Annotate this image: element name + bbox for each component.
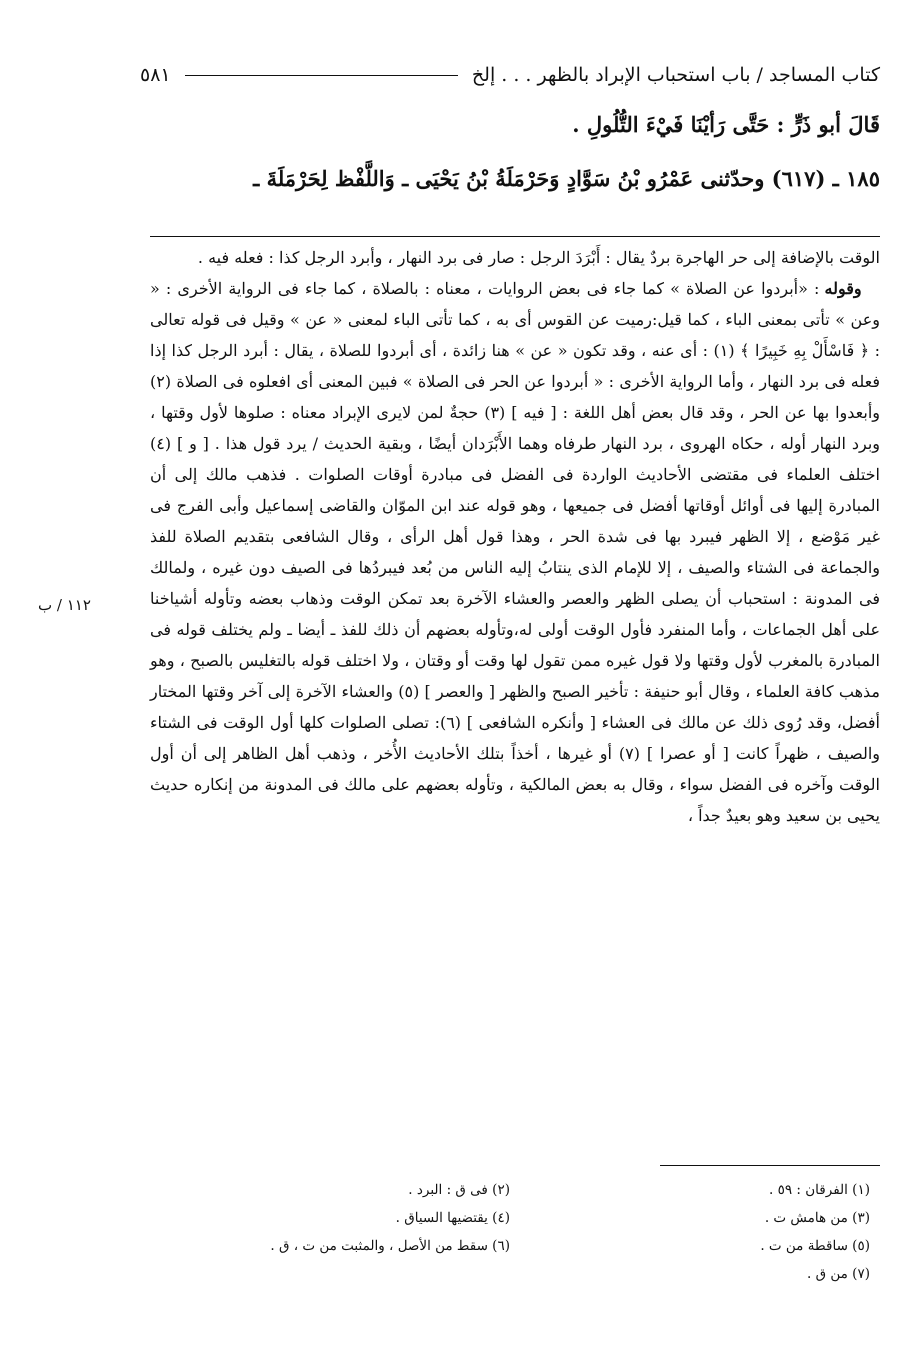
footnote: (٧) من ق . (807, 1266, 870, 1282)
text-divider (150, 236, 880, 237)
commentary-paragraph-2 (150, 273, 880, 831)
hadith-line-1: قَالَ أبو ذَرٍّ : حَتَّى رَأيْنَا فَيْءَ التُّلُولِ . (572, 112, 880, 137)
paragraph-body: : «أبردوا عن الصلاة » كما جاء فى بعض الروايات ، معناه : بالصلاة ، كما جاء فى الرواية الأخرى : « وعن » تأتى بمعنى الباء ، كما قيل:رميت عن القوس أى به ، كما تأتى الباء لمعنى « عن » وقيل فى قوله تعالى : ﴿ فَاسْأَلْ بِهِ خَبِيرًا ﴾ (١) : أى عنه ، وقد تكون « عن » هنا زائدة ، أى أبردوا للصلاة ، يقال : أبرد الرجل كذا إذا فعله فى برد النهار ، وأما الرواية الأخرى : « أبردوا عن الحر فى الصلاة » فبين المعنى أى افعلوه فى الصلاة (٢) وأبعدوا بها عن الحر ، وقد قال بعض أهل اللغة : [ فيه ] (٣) حجةٌ لمن لايرى الإبراد معناه : صلوها لأول وقتها ، وبرد النهار أوله ، حكاه الهروى ، برد النهار طرفاه وهما الأَبْرَدان أيضًا ، وبقية الحديث / يرد قول هذا . [ و ] (٤) اختلف العلماء فى مقتضى الأحاديث الواردة فى الفضل فى مبادرة أوقات الصلوات . فذهب مالك إلى أن المبادرة إليها فى أوائل أوقاتها أفضل فى جميعها ، وهو قوله عند ابن الموّان والقاضى إسماعيل وأبى الفرج فى غير مَوْضع ، إلا الظهر فيبرد بها فى شدة الحر ، وهذا قول أهل الرأى ، وقال الشافعى بتقديم الصلاة للفذ والجماعة فى الشتاء والصيف ، إلا للإمام الذى ينتابُ إليه الناس من بُعد فيبردُها فى الصيف دون غيره ، ولمالك فى المدونة : استحباب أن يصلى الظهر والعصر والعشاء الآخرة بعد تمكن الوقت وذهاب بعضه وتأوله أشياخنا على أهل الجماعات ، وأما المنفرد فأول الوقت أولى له،وتأوله بعضهم أن ذلك للفذ ـ أيضا ـ ولم يختلف قوله فى المبادرة بالمغرب لأول وقتها ولا قول غيره ممن تقول لها وقت أو وقتان ، ولا اختلف قوله بالتغليس بالصبح ، وهو مذهب كافة العلماء ، وقال أبو حنيفة : تأخير الصبح والظهر [ والعصر ] (٥) والعشاء الآخرة إلى آخر وقتها المختار أفضل، وقد رُوى ذلك عن مالك فى العشاء [ وأنكره الشافعى ] (٦): تصلى الصلوات كلها أول الوقت فى الشتاء والصيف ، ظهراً كانت [ أو عصرا ] (٧) أو غيرها ، أخذاً بتلك الأحاديث الأُخر ، وذهب أهل الظاهر إلى أن أول الوقت وآخره فى الفضل سواء ، وقال به بعض المالكية ، وتأوله بعضهم على مالك فى المدونة من إنكاره حديث يحيى بن سعيد وهو بعيدٌ جداً ، (150, 279, 881, 825)
running-header (140, 58, 880, 92)
footnote-row (150, 1176, 870, 1204)
hadith-line-2: ١٨٥ ـ (٦١٧) وحدّثنى عَمْرُو بْنُ سَوَّادٍ وَحَرْمَلَةُ بْنُ يَحْيَى ـ وَاللَّفْظ لِحَرْمَلَةَ ـ (253, 166, 880, 191)
commentary-paragraph-1: الوقت بالإضافة إلى حر الهاجرة بردٌ يقال : أَبْرَدَ الرجل : صار فى برد النهار ، وأبرد الرجل كذا : فعله فيه . (197, 248, 880, 267)
footnote: (٥) ساقطة من ت . (760, 1238, 870, 1254)
page-number: ٥٨١ (140, 64, 171, 86)
chapter-title: كتاب المساجد / باب استحباب الإبراد بالظهر . . . إلخ (471, 64, 880, 86)
footnotes (150, 1176, 870, 1288)
footnote-row (150, 1232, 870, 1260)
footnote: (٤) يقتضيها السياق . (395, 1210, 510, 1226)
commentary-text (150, 242, 880, 831)
footnote: (١) الفرقان : ٥٩ . (769, 1182, 870, 1198)
footnote: (٦) سقط من الأصل ، والمثبت من ت ، ق . (270, 1238, 510, 1254)
footnote-rule (660, 1165, 880, 1166)
header-rule (185, 75, 458, 76)
footnote: (٣) من هامش ت . (764, 1210, 870, 1226)
footnote: (٢) فى ق : البرد . (408, 1182, 510, 1198)
footnote-row (150, 1260, 870, 1288)
paragraph-lead: وقوله (824, 279, 862, 298)
footnote-row (150, 1204, 870, 1232)
manuscript-folio-note: ١١٢ / ب (38, 596, 91, 614)
